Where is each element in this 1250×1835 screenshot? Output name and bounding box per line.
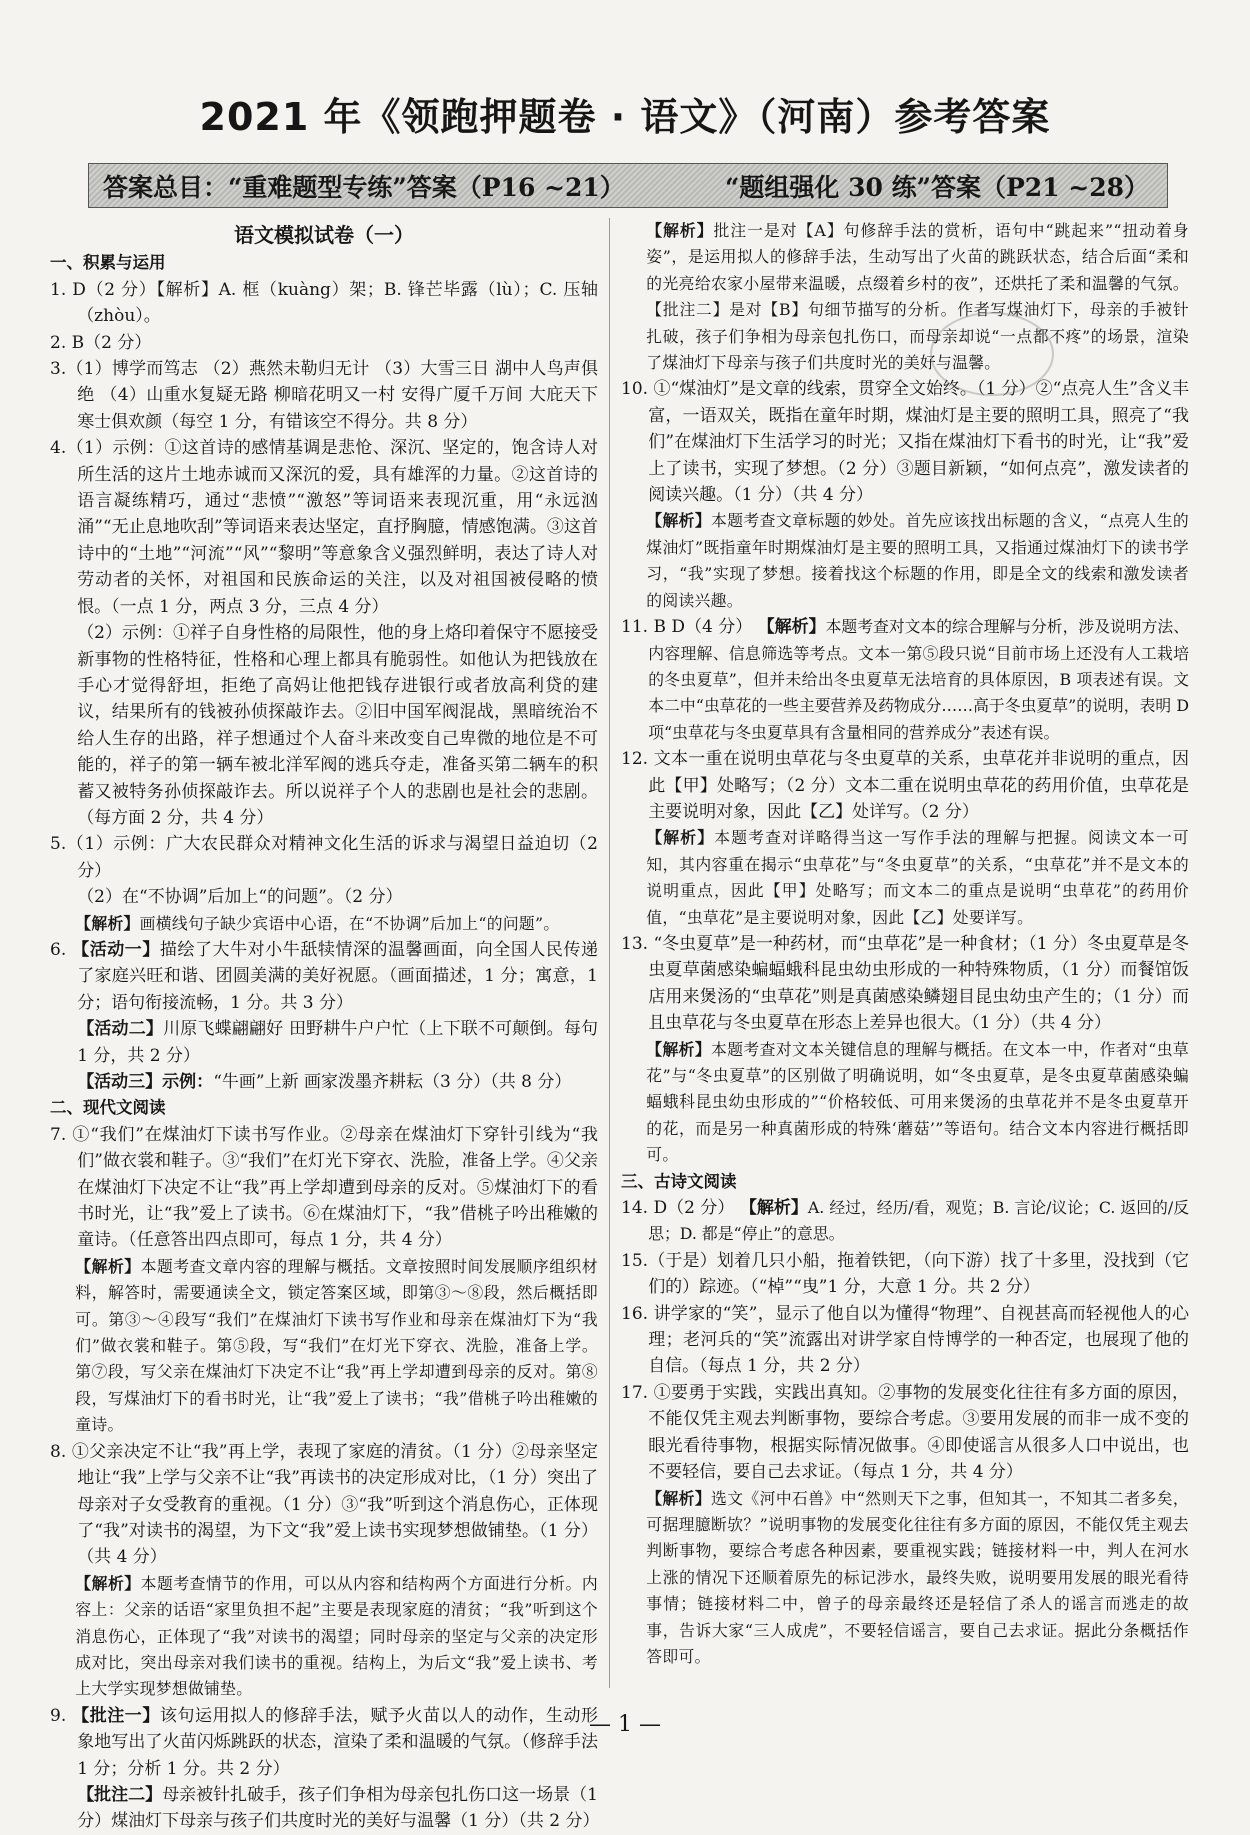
answer-9-note1: 9. 【批注一】该句运用拟人的修辞手法，赋予火苗以人的动作，生动形象地写出了火苗闪烁跳跃的状态，渲染了柔和温暖的气氛。（修辞手法 1 分；分析 1 分。共 2 分）: [50, 1705, 599, 1779]
explanation-tag: 【解析】: [75, 1573, 141, 1593]
activity-text: 川原飞蝶翩翩好 田野耕牛户户忙（上下联不可颠倒。每句 1 分，共 2 分）: [77, 1019, 599, 1066]
answer-12: 12. 文本一重在说明虫草花与冬虫夏草的关系，虫草花并非说明的重点，因此【甲】处略写；（2 分）文本二重在说明虫草花的药用价值，虫草花是主要说明对象，因此【乙】处详写。（2 分）: [621, 749, 1189, 822]
activity-text: “牛画”上新 画家泼墨齐耕耘（3 分）（共 8 分）: [213, 1072, 572, 1092]
note-text: 该句运用拟人的修辞手法，赋予火苗以人的动作，生动形象地写出了火苗闪烁跳跃的状态，渲染了柔和温暖的气氛。（修辞手法 1 分；分析 1 分。共 2 分）: [77, 1705, 599, 1779]
exam-title: 语文模拟试卷（一）: [234, 223, 414, 247]
answer-10-explanation: [621, 508, 1189, 614]
note-tag: 【批注一】: [72, 1705, 160, 1726]
explanation-text: 画横线句子缺少宾语中心语，在“不协调”后加上“的问题”。: [139, 913, 560, 933]
explanation-text: 本题考查对详略得当这一写作手法的理解与把握。阅读文本一可知，其内容重在揭示“虫草花”与“冬虫夏草”的关系，“虫草花”并不是文本的说明重点，因此【甲】处略写；而文本二的重点是说明“虫草花”的药用价值，“虫草花”是主要说明对象，因此【乙】处要详写。: [646, 828, 1189, 927]
note-tag: 【批注二】: [77, 1784, 163, 1805]
answer-head: 14. D（2 分）: [621, 1198, 735, 1219]
page-title: 2021 年《领跑押题卷 · 语文》（河南）参考答案: [199, 95, 1051, 139]
activity-tag: 【活动三】示例：: [77, 1072, 214, 1092]
answer-head: 11. B D（4 分）: [621, 617, 753, 638]
explanation-tag: 【解析】: [75, 1256, 141, 1276]
section-heading-3: 三、古诗文阅读: [621, 1171, 737, 1191]
answer-4-part2: （2）示例：①祥子自身性格的局限性，他的身上烙印着保守不愿接受新事物的性格特征，性格和心理上都具有脆弱性。如他认为把钱放在手心才觉得舒坦，拒绝了高妈让他把钱存进银行或者放高利贷的建议，结果所有的钱被孙侦探敲诈去。②旧中国军阀混战，黑暗统治不给人生存的出路，祥子想通过个人奋斗来改变自己卑微的地位是不可能的，祥子的第一辆车被北洋军阀的逃兵夺走，准备买第二辆车的积蓄又被特务孙侦探敲诈去。所以说祥子个人的悲剧也是社会的悲剧。（每方面 2 分，共 4 分）: [77, 623, 599, 828]
explanation-text: 选文《河中石兽》中“然则天下之事，但知其一，不知其二者多矣，可据理臆断欤？”说明事物的发展变化往往有多方面的原因，不能仅凭主观去判断事物，要综合考虑各种因素，要重视实践；链接材料一中，判人在河水上涨的情况下还顺着原先的标记涉水，最终失败，说明要用发展的眼光看待事情；链接材料二中，曾子的母亲最终还是轻信了杀人的谣言而逃走的故事，告诉大家“三人成虎”，不要轻信谣言，要自己去求证。据此分条概括作答即可。: [646, 1488, 1190, 1666]
answer-4-part1: 4.（1）示例：①这首诗的感情基调是悲怆、深沉、坚定的，饱含诗人对所生活的这片土地赤诚而又深沉的爱，具有雄浑的力量。②这首诗的语言凝练精巧，通过“悲愤”“激怒”等词语来表现沉重，用“永远汹涌”“无止息地吹刮”等词语来表达坚定，直抒胸臆，情感饱满。③这首诗中的“土地”“河流”“风”“黎明”等意象含义强烈鲜明，表达了诗人对劳动者的关怀，对祖国和民族命运的关注，以及对祖国被侵略的愤恨。（一点 1 分，两点 3 分，三点 4 分）: [50, 438, 598, 617]
answer-8-explanation: [50, 1571, 598, 1703]
answer-8: 8. ①父亲决定不让“我”再上学，表现了家庭的清贫。（1 分）②母亲坚定地让“我”上学与父亲不让“我”再读书的决定形成对比，（1 分）突出了母亲对子女受教育的重视。（1 分）③“我”听到这个消息伤心，正体现了“我”对读书的渴望，为下文“我”爱上读书实现梦想做铺垫。（1 分）（共 4 分）: [50, 1441, 598, 1568]
explanation-tag: 【解析】: [646, 1488, 712, 1508]
banner-right-text: “题组强化 30 练”答案（P21 ~28）: [725, 172, 1149, 202]
explanation-text: 批注一是对【A】句修辞手法的赏析，语句中“跳起来”“扭动着身姿”，是运用拟人的修辞手法，生动写出了火苗的跳跃状态，结合后面“柔和的光亮给农家小屋带来温暖，点缀着乡村的夜”，还烘托了柔和温馨的气氛。【批注二】是对【B】句细节描写的分析。作者写煤油灯下，母亲的手被针扎破，孩子们争相为母亲包扎伤口，而母亲却说“一点都不疼”的场景，渲染了煤油灯下母亲与孩子们共度时光的美好与温馨。: [646, 221, 1189, 373]
answer-13: 13. “冬虫夏草”是一种药材，而“虫草花”是一种食材；（1 分）冬虫夏草是冬虫夏草菌感染蝙蝠蛾科昆虫幼虫形成的一种特殊物质，（1 分）而餐馆饭店用来煲汤的“虫草花”则是真菌感染鳞翅目昆虫幼虫产生的；（1 分）而且虫草花与冬虫夏草在形态上差异也很大。（1 分）（共 4 分）: [621, 933, 1189, 1034]
answer-12-explanation: [621, 825, 1189, 931]
answer-5-part2: （2）在“不协调”后加上“的问题”。（2 分）: [77, 887, 403, 908]
activity-tag: 【活动一】: [72, 939, 160, 960]
seal-stamp-icon: [930, 312, 1054, 396]
explanation-tag: 【解析】: [646, 828, 715, 848]
right-column: [621, 218, 1189, 1698]
explanation-tag: 【解析】: [75, 913, 140, 933]
explanation-text: 本题考查文章内容的理解与概括。文章按照时间发展顺序组织材料，解答时，需要通读全文，锁定答案区域，即第③～⑧段，然后概括即可。第③～④段写“我们”在煤油灯下读书写作业和母亲在煤油灯下为“我们”做衣裳和鞋子。第⑤段，写“我们”在灯光下穿衣、洗脸，准备上学。第⑦段，写父亲在煤油灯下决定不让“我”再上学却遭到母亲的反对。第⑧段，写煤油灯下的看书时光，让“我”爱上了读书；“我”借桃子吟出稚嫩的童诗。: [75, 1256, 598, 1435]
answer-10: 10. ①“煤油灯”是文章的线索，贯穿全文始终。（1 分）②“点亮人生”含义丰富，一语双关，既指在童年时期，煤油灯是主要的照明工具，照亮了“我们”在煤油灯下生活学习的时光；又指在煤油灯下看书的时光，让“我”爱上了读书，实现了梦想。（2 分）③题目新颖，“如何点亮”，激发读者的阅读兴趣。（1 分）（共 4 分）: [621, 379, 1189, 506]
activity-tag: 【活动二】: [77, 1019, 164, 1040]
answer-17: 17. ①要勇于实践，实践出真知。②事物的发展变化往往有多方面的原因，不能仅凭主观去判断事物，要综合考虑。③要用发展的而非一成不变的眼光看待事物，根据实际情况做事。④即使谣言从很多人口中说出，也不要轻信，要自己去求证。（每点 1 分，共 4 分）: [621, 1382, 1189, 1483]
answer-9-explanation: [621, 218, 1189, 376]
explanation-tag: 【解析】: [646, 1039, 712, 1059]
answer-13-explanation: [621, 1037, 1189, 1169]
explanation-text: 本题考查对文本关键信息的理解与概括。在文本一中，作者对“虫草花”与“冬虫夏草”的区别做了明确说明，如“冬虫夏草，是冬虫夏草菌感染蝙蝠蛾科昆虫幼虫形成的”“价格较低、可用来煲汤的虫草花并不是冬虫夏草开的花，而是另一种真菌形成的特殊‘蘑菇’”等语句。结合文本内容进行概括即可。: [646, 1039, 1190, 1165]
explanation-text: A. 经过，经历/看，观览；B. 言论/议论；C. 返回的/反思；D. 都是“停止”的意思。: [648, 1198, 1189, 1244]
page-number: — 1 —: [589, 1712, 661, 1737]
answer-7-explanation: [50, 1254, 598, 1439]
answer-6-activity1: 6. 【活动一】描绘了大牛对小牛舐犊情深的温馨画面，向全国人民传递了家庭兴旺和谐、团圆美满的美好祝愿。（画面描述，1 分；寓意，1 分；语句衔接流畅，1 分。共 3 分）: [50, 939, 599, 1013]
answer-15: 15.（于是）划着几只小船，拖着铁钯，（向下游）找了十多里，没找到（它们的）踪迹。（“棹”“曳”1 分，大意 1 分。共 2 分）: [621, 1250, 1189, 1298]
answer-6-activity2: [50, 1016, 598, 1069]
answer-3: 3.（1）博学而笃志 （2）燕然未勒归无计 （3）大雪三日 湖中人鸟声俱绝 （4）山重水复疑无路 柳暗花明又一村 安得广厦千万间 大庇天下寒士俱欢颜（每空 1 分，有错该空不得分。共 8 分）: [50, 359, 598, 432]
explanation-tag: 【解析】: [646, 511, 712, 531]
answer-5-part1: 5.（1）示例：广大农民群众对精神文化生活的诉求与渴望日益迫切（2 分）: [50, 834, 598, 881]
section-heading-2: 二、现代文阅读: [50, 1098, 166, 1118]
answer-1: 1. D（2 分）【解析】A. 框（kuàng）架；B. 锋芒毕露（lù）；C. 压轴（zhòu）。: [50, 279, 598, 327]
note-text: 母亲被针扎破手，孩子们争相为母亲包扎伤口这一场景（1 分）煤油灯下母亲与孩子们共度时光的美好与温馨（1 分）（共 2 分）: [77, 1784, 600, 1832]
answer-17-explanation: [621, 1486, 1189, 1671]
explanation-tag: 【解析】: [739, 1198, 808, 1219]
answer-index-banner: [88, 163, 1168, 208]
column-divider: [609, 218, 610, 1688]
explanation-tag: 【解析】: [646, 221, 714, 240]
explanation-text: 本题考查文章标题的妙处。首先应该找出标题的含义，“点亮人生的煤油灯”既指童年时期煤油灯是主要的照明工具，又指通过煤油灯下的读书学习，“我”实现了梦想。接着找这个标题的作用，即是全文的线索和激发读者的阅读兴趣。: [646, 511, 1190, 610]
answer-16: 16. 讲学家的“笑”，显示了他自以为懂得“物理”、自视甚高而轻视他人的心理；老河兵的“笑”流露出对讲学家自恃博学的一种否定，也展现了他的自信。（每点 1 分，共 2 分）: [621, 1303, 1189, 1377]
answer-9-note2: [50, 1782, 598, 1835]
left-column: [50, 222, 600, 1832]
answer-6-activity3: [50, 1069, 598, 1095]
explanation-text: 本题考查对文本的综合理解与分析，涉及说明方法、内容理解、信息筛选等考点。文本一第⑤段只说“目前市场上还没有人工栽培的冬虫夏草”，但并未给出冬虫夏草无法培育的具体原因，B 项表述有误。文本二中“虫草花的一些主要营养及药物成分……高于冬虫夏草”的说明，表明 D 项“虫草花与冬虫夏草具有含量相同的营养成分”表述有误。: [648, 617, 1189, 742]
answer-11: [621, 614, 1189, 746]
section-heading-1: 一、积累与运用: [50, 253, 166, 273]
answer-7: 7. ①“我们”在煤油灯下读书写作业。②母亲在煤油灯下穿针引线为“我们”做衣裳和鞋子。③“我们”在灯光下穿衣、洗脸，准备上学。④父亲在煤油灯下决定不让“我”再上学却遭到母亲的反对。⑤煤油灯下的看书时光，让“我”爱上了读书。⑥在煤油灯下，“我”借桃子吟出稚嫩的童诗。（任意答出四点即可，每点 1 分，共 4 分）: [50, 1124, 598, 1251]
activity-text: 描绘了大牛对小牛舐犊情深的温馨画面，向全国人民传递了家庭兴旺和谐、团圆美满的美好祝愿。（画面描述，1 分；寓意，1 分；语句衔接流畅，1 分。共 3 分）: [77, 939, 599, 1013]
answer-5-explanation: [50, 911, 598, 937]
explanation-tag: 【解析】: [757, 617, 826, 638]
banner-left-text: 答案总目：“重难题型专练”答案（P16 ~21）: [103, 172, 625, 202]
explanation-text: 本题考查情节的作用，可以从内容和结构两个方面进行分析。内容上：父亲的话语“家里负担不起”主要是表现家庭的清贫；“我”听到这个消息伤心，正体现了“我”对读书的渴望；同时母亲的坚定与父亲的决定形成对比，突出母亲对我们读书的重视。结构上，为后文“我”爱上读书、考上大学实现梦想做铺垫。: [75, 1573, 598, 1699]
answer-2: 2. B（2 分）: [50, 332, 152, 353]
answer-14: [621, 1195, 1189, 1248]
